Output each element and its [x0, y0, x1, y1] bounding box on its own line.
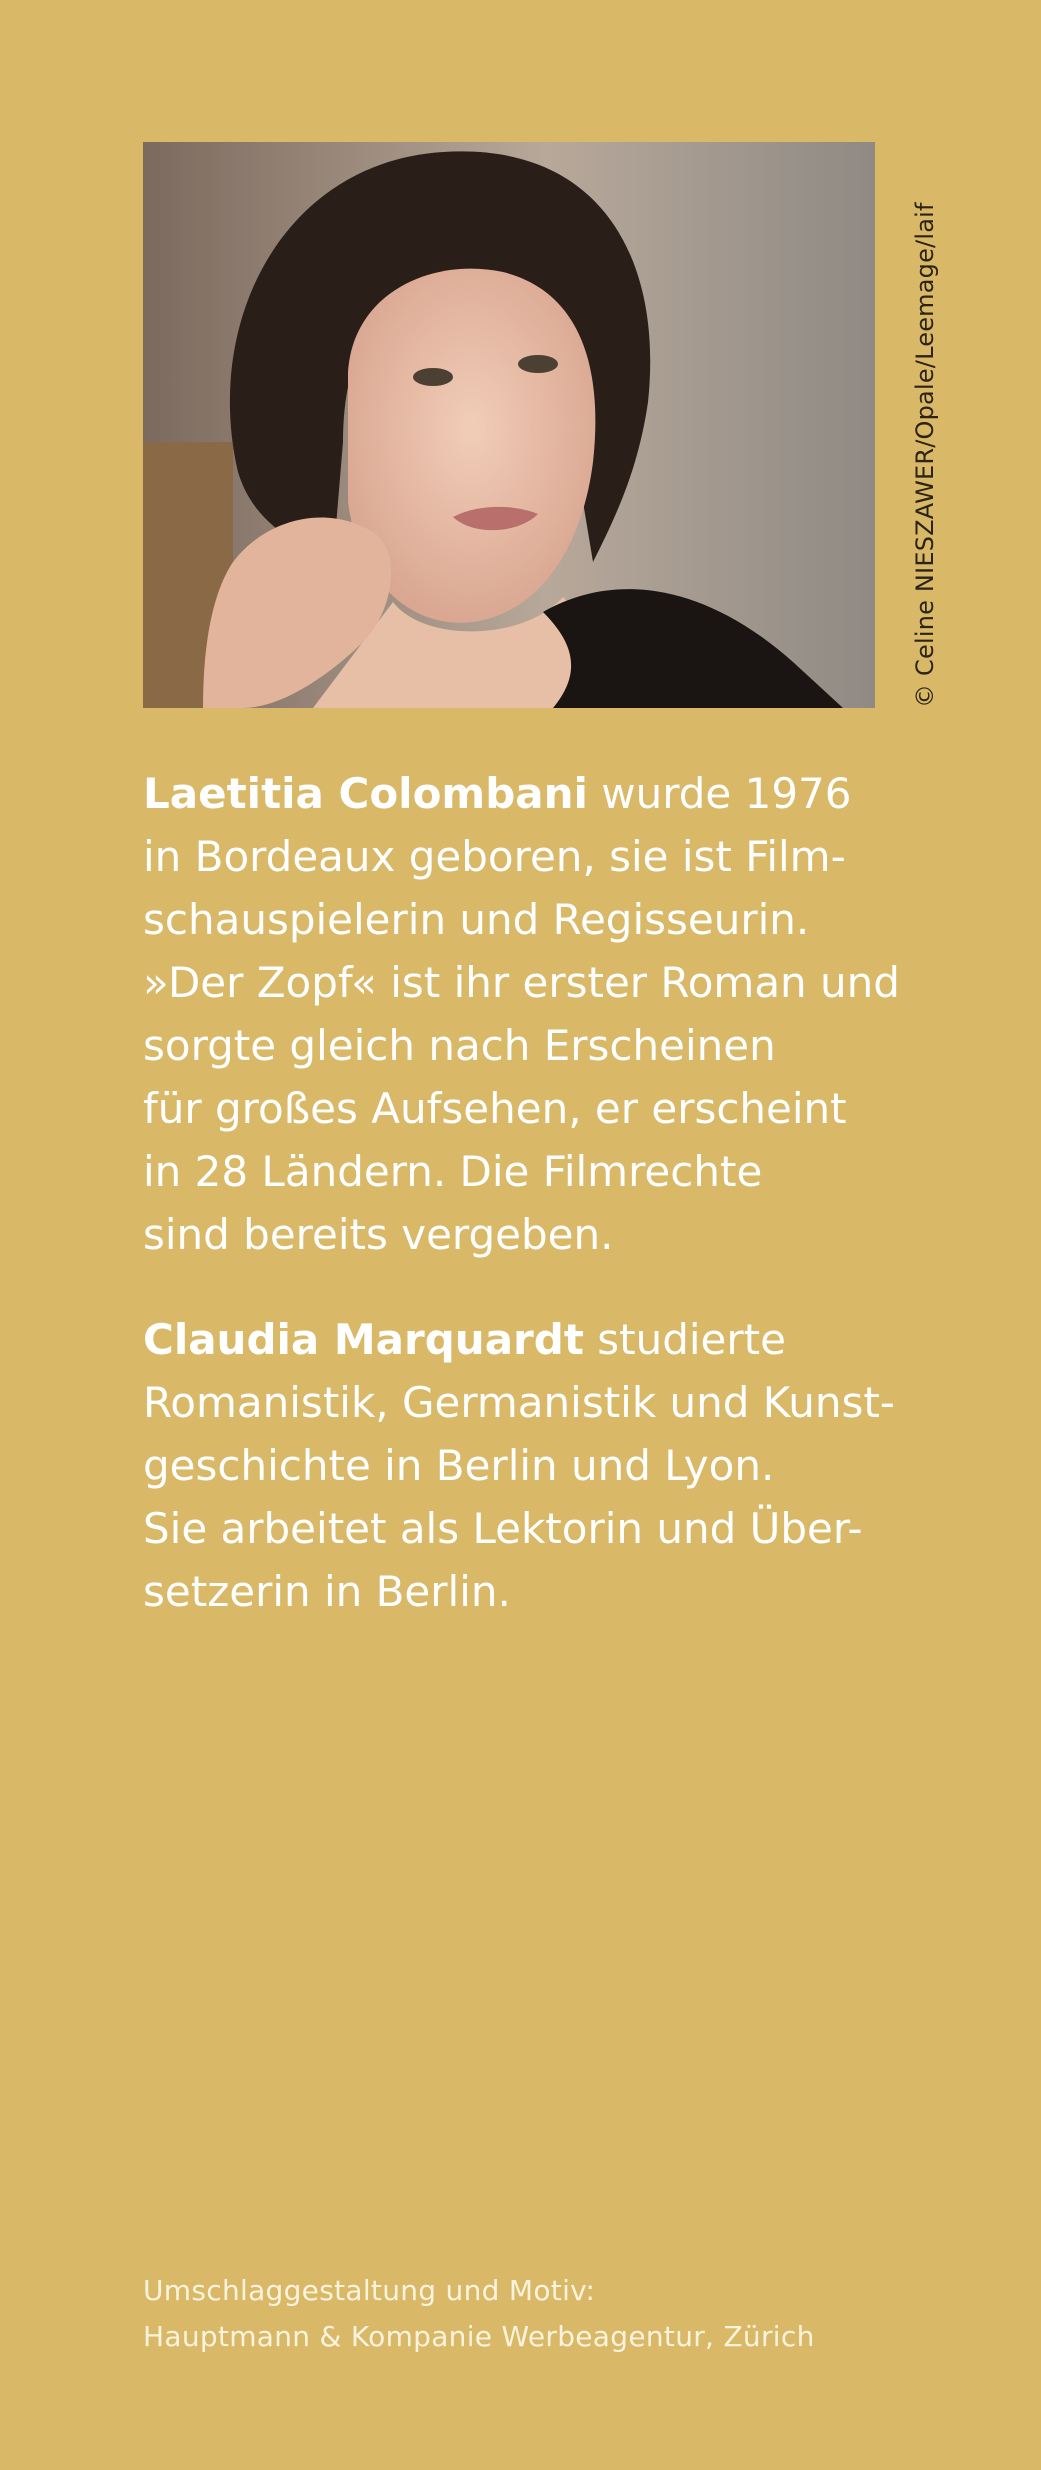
translator-bio-line: Romanistik, Germanistik und Kunst-: [143, 1378, 895, 1427]
author-name: Laetitia Colombani: [143, 769, 588, 818]
footer-line: Umschlaggestaltung und Motiv:: [143, 2274, 596, 2307]
author-bio-line: sind bereits vergeben.: [143, 1210, 614, 1259]
author-bio-line: [143, 762, 923, 825]
translator-bio: [143, 1308, 923, 1623]
author-bio-line: sorgte gleich nach Erscheinen: [143, 1021, 776, 1070]
photo-credit: © Celine NIESZAWER/Opale/Leemage/laif: [911, 202, 939, 708]
translator-bio-line: geschichte in Berlin und Lyon.: [143, 1441, 775, 1490]
author-photo: [143, 142, 875, 708]
author-bio-line: schauspielerin und Regisseurin.: [143, 895, 810, 944]
author-bio: [143, 762, 923, 1266]
author-bio-line: »Der Zopf« ist ihr erster Roman und: [143, 958, 900, 1007]
footer-line: Hauptmann & Kompanie Werbeagentur, Zürich: [143, 2320, 815, 2353]
translator-bio-line: setzerin in Berlin.: [143, 1567, 511, 1616]
author-bio-line: in 28 Ländern. Die Filmrechte: [143, 1147, 763, 1196]
author-bio-text: wurde 1976: [587, 769, 852, 818]
translator-bio-line: [143, 1308, 923, 1371]
translator-bio-text: studierte: [583, 1315, 786, 1364]
author-bio-line: für großes Aufsehen, er erscheint: [143, 1084, 847, 1133]
cover-design-credit: [143, 2268, 815, 2360]
translator-bio-line: Sie arbeitet als Lektorin und Über-: [143, 1504, 863, 1553]
author-bio-line: in Bordeaux geboren, sie ist Film-: [143, 832, 846, 881]
translator-name: Claudia Marquardt: [143, 1315, 584, 1364]
portrait-image: [143, 142, 875, 708]
